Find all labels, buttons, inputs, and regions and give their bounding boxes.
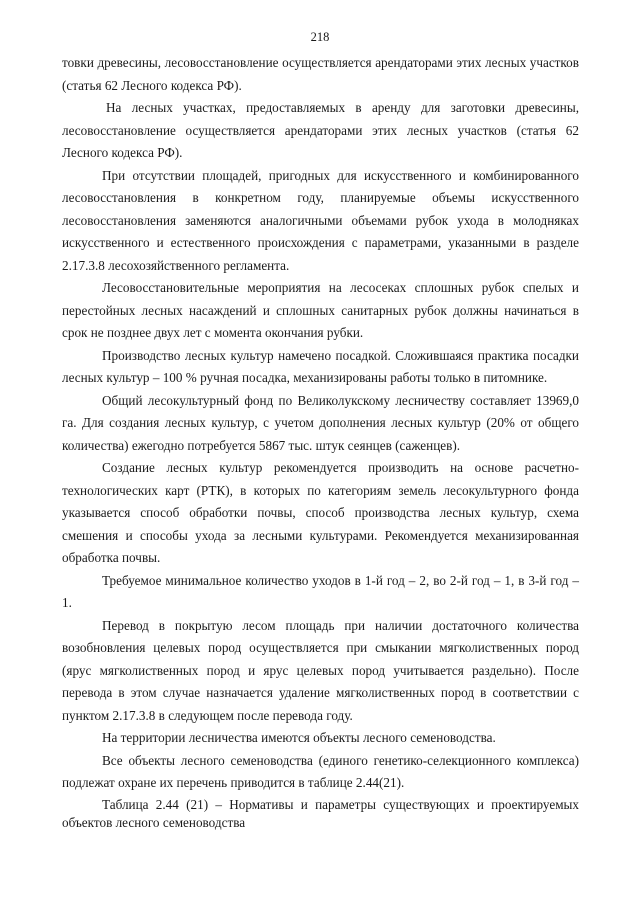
page-number: 218 bbox=[310, 30, 330, 44]
paragraph: При отсутствии площадей, пригодных для искусственного и комбинированного лесовосстановления в конкретном году, планируемые объемы искусственного лесовосстановления заменяются аналогичными объемами рубок ухода в молодняках искусственного и естественного происхождения с параметрами, указанными в разделе 2.17.3.8 лесохозяйственного регламента. bbox=[62, 167, 579, 273]
paragraph: Производство лесных культур намечено посадкой. Сложившаяся практика посадки лесных культур – 100 % ручная посадка, механизированы работы только в питомнике. bbox=[62, 347, 579, 385]
paragraph: Требуемое минимальное количество уходов в 1-й год – 2, во 2-й год – 1, в 3-й год – 1. bbox=[62, 572, 579, 610]
paragraph: Общий лесокультурный фонд по Великолукскому лесничеству составляет 13969,0 га. Для создания лесных культур, с учетом дополнения лесных культур (20% от общего количества) ежегодно потребуется 5867 тыс. штук сеянцев (саженцев). bbox=[62, 392, 579, 453]
body-text bbox=[62, 52, 579, 832]
paragraph: Все объекты лесного семеноводства (единого генетико-селекционного комплекса) подлежат охране их перечень приводится в таблице 2.44(21). bbox=[62, 752, 579, 790]
table-caption: Таблица 2.44 (21) – Нормативы и параметры существующих и проектируемых объектов лесного семеноводства bbox=[62, 796, 579, 830]
paragraph: Лесовосстановительные мероприятия на лесосеках сплошных рубок спелых и перестойных лесных насаждений и сплошных санитарных рубок должны начинаться в срок не позднее двух лет с момента окончания рубки. bbox=[62, 280, 579, 340]
paragraph: товки древесины, лесовосстановление осуществляется арендаторами этих лесных участков (статья 62 Лесного кодекса РФ). bbox=[62, 55, 579, 93]
paragraph: На территории лесничества имеются объекты лесного семеноводства. bbox=[102, 730, 496, 745]
paragraph: Перевод в покрытую лесом площадь при наличии достаточного количества возобновления целевых пород осуществляется при смыкании мягколиственных пород (ярус мягколиственных пород и ярус целевых пород учитывается раздельно). После перевода в этом случае назначается удаление мягколиственных пород в соответствии с пунктом 2.17.3.8 в следующем после перевода году. bbox=[62, 617, 579, 723]
paragraph: На лесных участках, предоставляемых в аренду для заготовки древесины, лесовосстановление осуществляется арендаторами этих лесных участков (статья 62 Лесного кодекса РФ). bbox=[62, 100, 579, 160]
paragraph: Создание лесных культур рекомендуется производить на основе расчетно-технологических карт (РТК), в которых по категориям земель лесокультурного фонда указывается способ обработки почвы, способ производства лесных культур, схема смешения и способы ухода за лесными культурами. Рекомендуется механизированная обработка почвы. bbox=[62, 460, 579, 565]
